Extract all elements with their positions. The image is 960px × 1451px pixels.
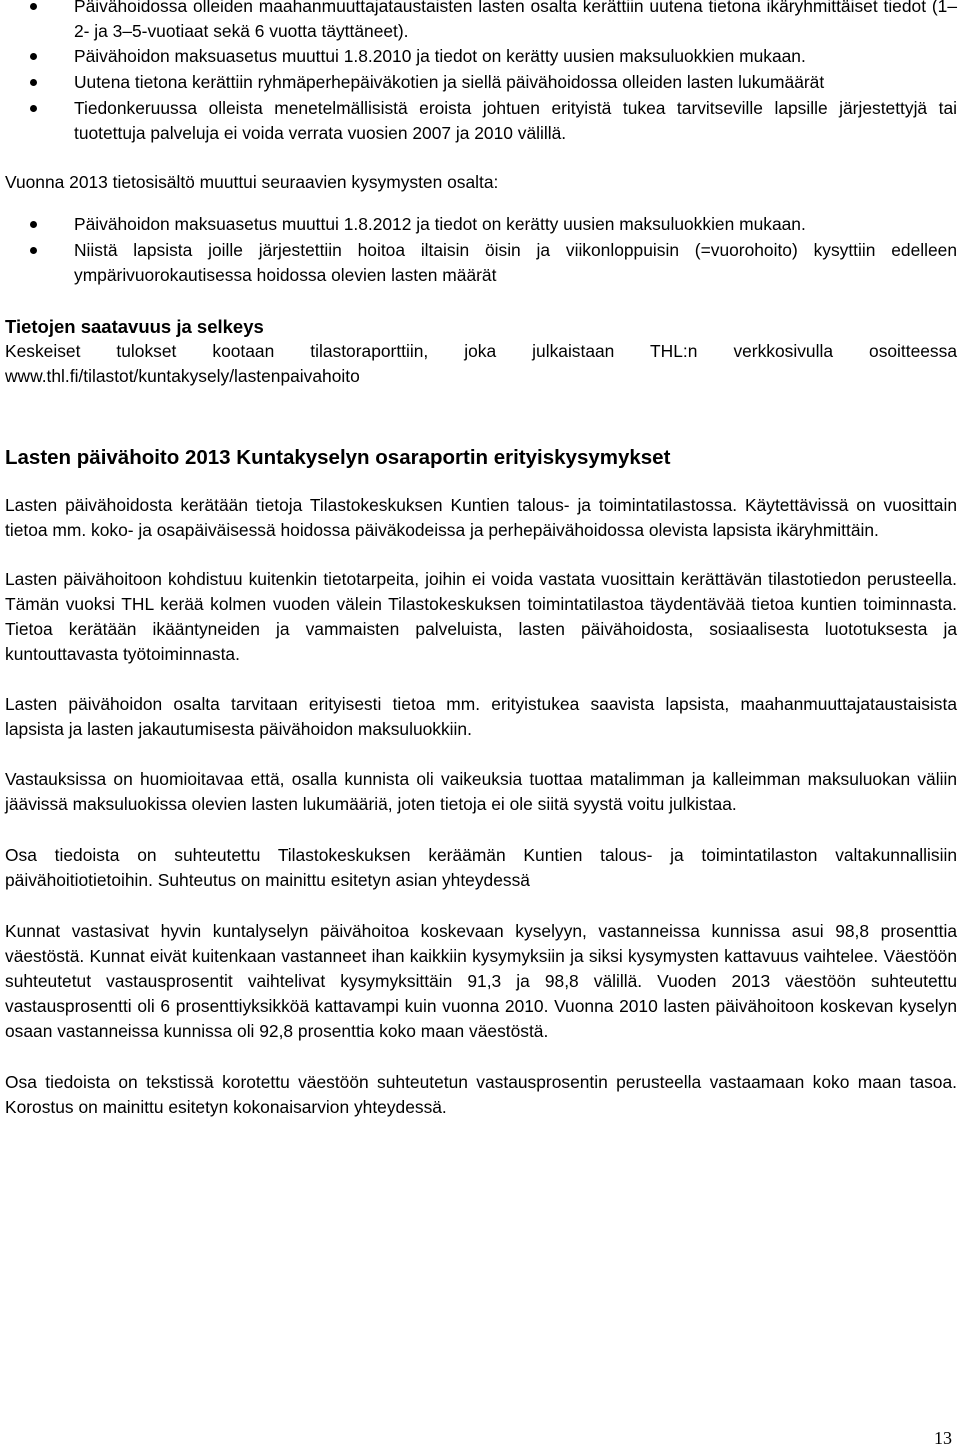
paragraph: Lasten päivähoidon osalta tarvitaan erityisesti tietoa mm. erityistukea saavista lapsista, maahanmuuttajataustaisista lapsista ja lasten jakautumisesta päivähoidon maksuluokkiin. bbox=[5, 694, 957, 739]
list-item: Niistä lapsista joille järjestettiin hoitoa iltaisin öisin ja viikonloppuisin (=vuorohoito) kysyttiin edelleen ympärivuorokautisessa hoidossa olevien lasten määrät bbox=[5, 238, 957, 288]
paragraph: Osa tiedoista on tekstissä korotettu väestöön suhteutetun vastausprosentin perusteella vastaamaan koko maan tasoa. Korostus on mainittu esitetyn kokonaisarvion yhteydessä. bbox=[5, 1072, 957, 1117]
section-title: Lasten päivähoito 2013 Kuntakyselyn osaraportin erityiskysymykset bbox=[5, 446, 671, 469]
list-item: Tiedonkeruussa olleista menetelmällisistä eroista johtuen erityistä tukea tarvitseville lapsille järjestettyjä tai tuotettuja palveluja ei voida verrata vuosien 2007 ja 2010 välillä. bbox=[5, 96, 957, 146]
list-item: Päivähoidon maksuasetus muuttui 1.8.2010 ja tiedot on kerätty uusien maksuluokkien mukaan. bbox=[5, 44, 957, 69]
list-item: Uutena tietona kerättiin ryhmäperhepäiväkotien ja siellä päivähoidossa olleiden lasten lukumäärät bbox=[5, 70, 957, 95]
bullet-list-2010-changes bbox=[5, 0, 957, 146]
paragraph: Lasten päivähoitoon kohdistuu kuitenkin tietotarpeita, joihin ei voida vastata vuosittain kerättävän tilastotiedon perusteella. Tämän vuoksi THL kerää kolmen vuoden välein Tilastokeskuksen toimintatilastoa täydentävää tietoa kuntien toiminnasta. Tietoa kerätään ikääntyneiden ja vammaisten palveluista, lasten päivähoidosta, sosiaalisesta luototuksesta ja kuntouttavasta työtoiminnasta. bbox=[5, 569, 957, 664]
list-item: Päivähoidossa olleiden maahanmuuttajataustaisten lasten osalta kerättiin uutena tietona ikäryhmittäiset tiedot (1–2- ja 3–5-vuotiaat sekä 6 vuotta täyttäneet). bbox=[5, 0, 957, 44]
availability-heading: Tietojen saatavuus ja selkeys bbox=[5, 316, 264, 337]
document-page bbox=[5, 0, 957, 1120]
page-number: 13 bbox=[934, 1428, 952, 1448]
availability-text: Keskeiset tulokset kootaan tilastoraporttiin, joka julkaistaan THL:n verkkosivulla osoitteessa www.thl.fi/tilastot/kuntakysely/lastenpaivahoito bbox=[5, 341, 957, 386]
paragraph: Kunnat vastasivat hyvin kuntalyselyn päivähoitoa koskevaan kyselyyn, vastanneissa kunnissa asui 98,8 prosenttia väestöstä. Kunnat eivät kuitenkaan vastanneet ihan kaikkiin kysymyksiin ja siksi kysymysten kattavuus vaihtelee. Väestöön suhteutetut vastausprosentit vaihtelivat kysymyksittäin 91,3 ja 98,8 välillä. Vuoden 2013 väestöön suhteutettu vastausprosentti oli 6 prosenttiyksikköä kattavampi kuin vuonna 2010. Vuonna 2010 lasten päivähoitoon koskevan kyselyn osaan vastanneissa kunnissa oli 92,8 prosenttia koko maan väestöstä. bbox=[5, 921, 957, 1041]
paragraph: Lasten päivähoidosta kerätään tietoja Tilastokeskuksen Kuntien talous- ja toimintatilastossa. Käytettävissä on vuosittain tietoa mm. koko- ja osapäiväisessä hoidossa päiväkodeissa ja perhepäivähoidossa olevista lapsista ikäryhmittäin. bbox=[5, 495, 957, 540]
bullet-list-2013-changes bbox=[5, 212, 957, 288]
list-item: Päivähoidon maksuasetus muuttui 1.8.2012 ja tiedot on kerätty uusien maksuluokkien mukaan. bbox=[5, 212, 957, 237]
intro-2013: Vuonna 2013 tietosisältö muuttui seuraavien kysymysten osalta: bbox=[5, 172, 499, 192]
paragraph: Vastauksissa on huomioitavaa että, osalla kunnista oli vaikeuksia tuottaa matalimman ja kalleimman maksuluokan väliin jäävissä maksuluokissa olevien lasten lukumääriä, joten tietoja ei ole siitä syystä voitu julkistaa. bbox=[5, 769, 957, 814]
paragraph: Osa tiedoista on suhteutettu Tilastokeskuksen keräämän Kuntien talous- ja toimintatilaston valtakunnallisiin päivähoitiotietoihin. Suhteutus on mainittu esitetyn asian yhteydessä bbox=[5, 845, 957, 890]
